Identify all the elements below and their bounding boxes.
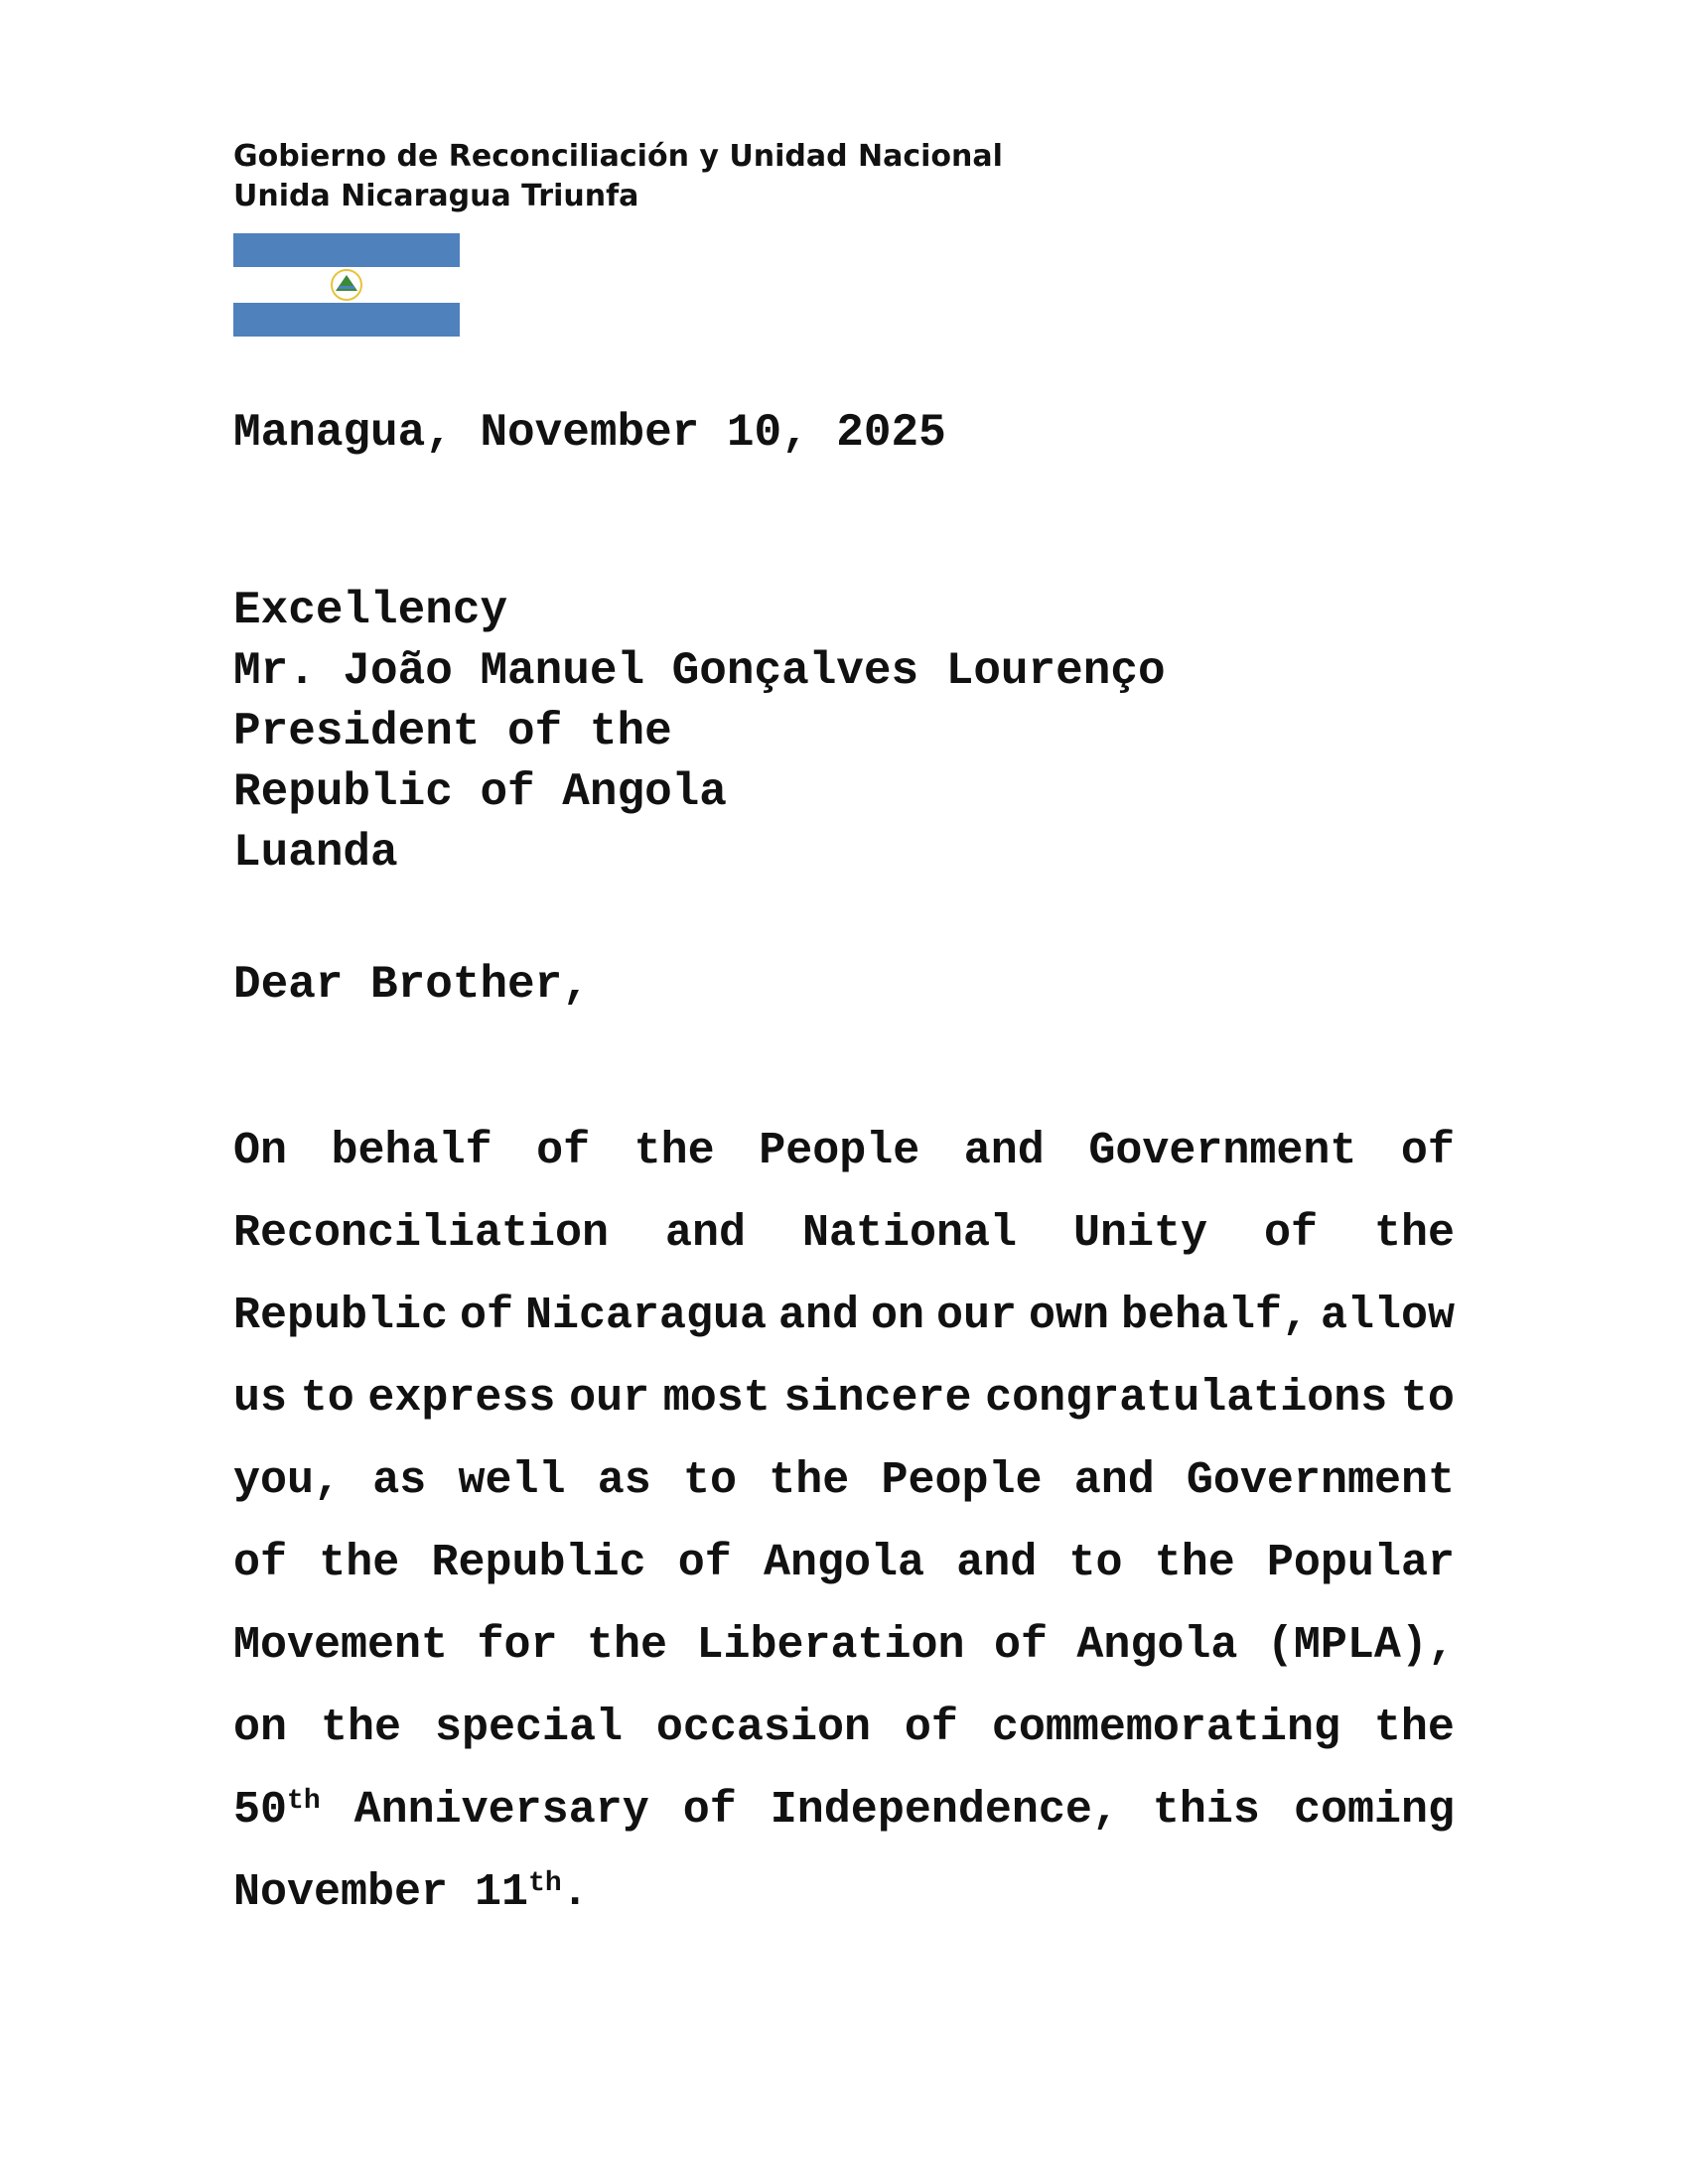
- letterhead-slogan: Unida Nicaragua Triunfa: [233, 179, 639, 213]
- letter-date: Managua, November 10, 2025: [233, 407, 946, 459]
- body-word: the: [586, 1620, 667, 1671]
- recipient-country: Republic of Angola: [233, 766, 727, 818]
- body-word: occasion: [655, 1703, 871, 1753]
- body-word: on: [233, 1703, 288, 1753]
- body-word: Angola: [1076, 1620, 1238, 1671]
- body-word: sincere: [783, 1373, 972, 1424]
- nicaragua-flag-icon: [233, 233, 460, 337]
- salutation: Dear Brother,: [233, 959, 590, 1011]
- body-line: [233, 1204, 1455, 1287]
- body-word: this: [1152, 1785, 1260, 1836]
- body-word: [233, 1781, 321, 1863]
- body-word: for: [477, 1620, 558, 1671]
- body-line-anniversary: [233, 1781, 1455, 1863]
- body-word: as: [597, 1455, 651, 1506]
- ordinal-suffix: th: [287, 1786, 321, 1817]
- body-word: [475, 1863, 589, 1946]
- body-word: Movement: [233, 1620, 449, 1671]
- body-word: the: [1154, 1538, 1235, 1588]
- body-word: of: [682, 1785, 737, 1836]
- body-line: [233, 1616, 1455, 1699]
- body-word: allow: [1320, 1291, 1455, 1341]
- body-line: [233, 1122, 1455, 1204]
- body-word: on: [871, 1291, 925, 1341]
- body-word: commemorating: [991, 1703, 1340, 1753]
- body-word: our: [935, 1291, 1017, 1341]
- body-word: National: [801, 1208, 1018, 1259]
- body-word: to: [1068, 1538, 1123, 1588]
- body-word: People: [881, 1455, 1043, 1506]
- recipient-name: Mr. João Manuel Gonçalves Lourenço: [233, 645, 1166, 697]
- body-word: to: [1400, 1373, 1455, 1424]
- letterhead-government-name: Gobierno de Reconciliación y Unidad Nacional: [233, 139, 1003, 174]
- body-word: and: [665, 1208, 747, 1259]
- letterhead: [233, 137, 1003, 216]
- body-word: most: [662, 1373, 771, 1424]
- body-line: [233, 1699, 1455, 1781]
- body-word: as: [372, 1455, 427, 1506]
- body-word: of: [993, 1620, 1048, 1671]
- body-word: Unity: [1072, 1208, 1208, 1259]
- body-line: [233, 1287, 1455, 1369]
- body-word: Anniversary: [353, 1785, 649, 1836]
- recipient-city: Luanda: [233, 827, 398, 879]
- body-word: express: [367, 1373, 556, 1424]
- recipient-title: Excellency: [233, 585, 508, 636]
- body-word: coming: [1293, 1785, 1455, 1836]
- body-word: Government: [1186, 1455, 1455, 1506]
- body-word: special: [434, 1703, 623, 1753]
- body-word: to: [300, 1373, 354, 1424]
- body-word: (MPLA),: [1266, 1620, 1455, 1671]
- body-word: the: [320, 1703, 401, 1753]
- ordinal-suffix: th: [528, 1868, 562, 1899]
- day-number: 11: [475, 1867, 529, 1918]
- body-word: of: [460, 1291, 514, 1341]
- body-line-final: [233, 1863, 1455, 1946]
- body-word: own: [1028, 1291, 1109, 1341]
- body-word: of: [1263, 1208, 1318, 1259]
- final-period: .: [561, 1867, 589, 1918]
- body-word: of: [1400, 1126, 1455, 1176]
- body-word: and: [1073, 1455, 1155, 1506]
- body-line: [233, 1369, 1455, 1451]
- body-word: People: [759, 1126, 920, 1176]
- body-word: the: [769, 1455, 850, 1506]
- body-word: of: [233, 1538, 288, 1588]
- body-line: [233, 1534, 1455, 1616]
- body-word: Liberation: [696, 1620, 965, 1671]
- body-word: and: [956, 1538, 1038, 1588]
- anniversary-number: 50: [233, 1785, 288, 1836]
- body-word: of: [677, 1538, 732, 1588]
- body-word: Nicaragua: [525, 1291, 768, 1341]
- body-word: behalf: [331, 1126, 492, 1176]
- body-word: Independence,: [770, 1785, 1119, 1836]
- body-word: On: [233, 1126, 288, 1176]
- body-word: the: [319, 1538, 400, 1588]
- body-word: the: [633, 1126, 715, 1176]
- body-word: you,: [233, 1455, 342, 1506]
- body-word: Angola: [763, 1538, 924, 1588]
- body-word: congratulations: [985, 1373, 1388, 1424]
- body-line: [233, 1451, 1455, 1534]
- body-word: Popular: [1266, 1538, 1455, 1588]
- recipient-position: President of the: [233, 706, 672, 757]
- body-word: Reconciliation: [233, 1208, 610, 1259]
- recipient-address: [233, 581, 1166, 884]
- body-word: well: [458, 1455, 566, 1506]
- letter-body: [233, 1122, 1455, 1946]
- body-word: Republic: [233, 1291, 449, 1341]
- body-word: Government: [1088, 1126, 1357, 1176]
- body-word: of: [904, 1703, 958, 1753]
- body-word: our: [569, 1373, 650, 1424]
- body-word: to: [682, 1455, 737, 1506]
- body-word: Republic: [431, 1538, 646, 1588]
- body-word: us: [233, 1373, 288, 1424]
- body-word: the: [1373, 1703, 1455, 1753]
- body-word: the: [1373, 1208, 1455, 1259]
- body-word: November: [233, 1867, 449, 1918]
- body-word: and: [778, 1291, 860, 1341]
- body-word: behalf,: [1120, 1291, 1309, 1341]
- body-word: of: [536, 1126, 591, 1176]
- body-word: and: [963, 1126, 1045, 1176]
